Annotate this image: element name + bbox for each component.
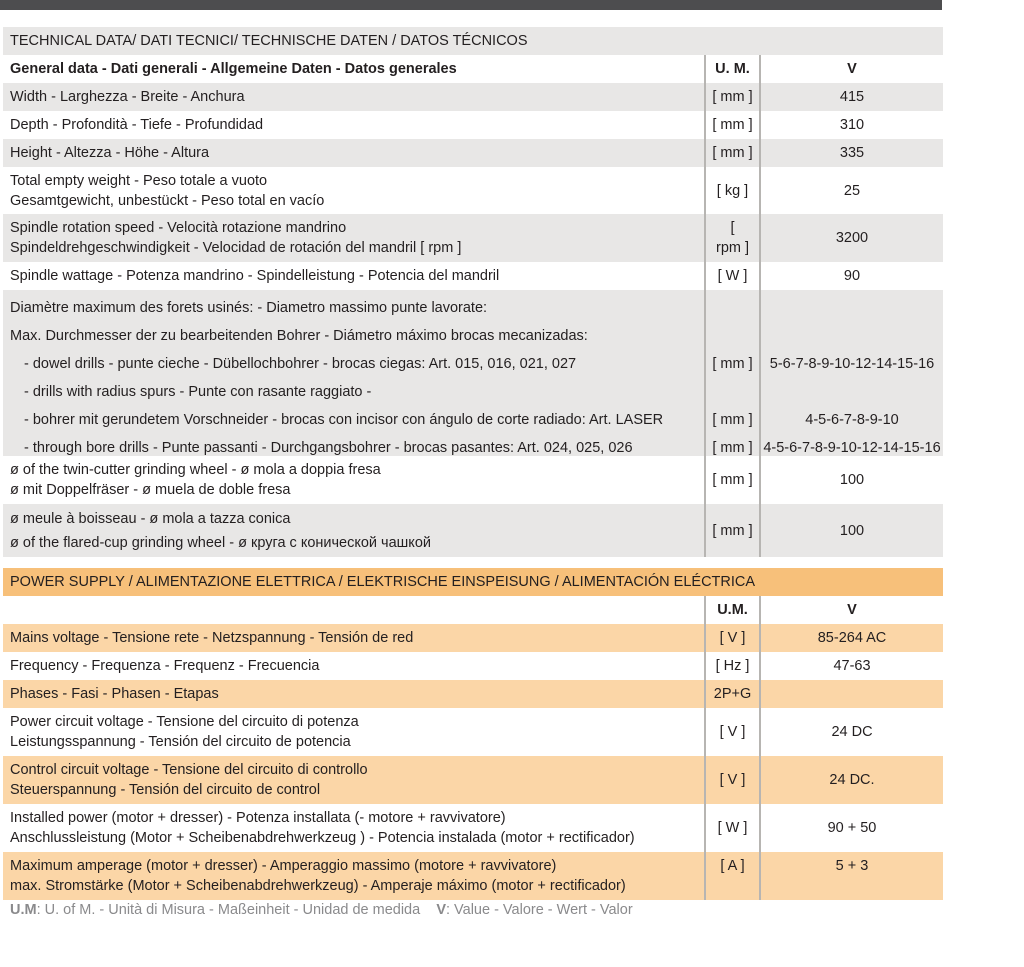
power-supply-section bbox=[3, 568, 943, 900]
row-label-line: max. Stromstärke (Motor + Scheibenabdrehwerkzeug) - Amperaje máximo (motor + rectificador) bbox=[10, 878, 626, 894]
row-value: 415 bbox=[839, 89, 865, 105]
legend-v-text: : Value - Valore - Wert - Valor bbox=[445, 902, 633, 918]
row-label-line: ø of the twin-cutter grinding wheel - ø mola a doppia fresa bbox=[10, 462, 381, 478]
row-label-line: Control circuit voltage - Tensione del circuito di controllo bbox=[10, 762, 368, 778]
row-label: Width - Larghezza - Breite - Anchura bbox=[10, 89, 245, 105]
table-row-weight bbox=[3, 167, 943, 214]
top-bar bbox=[0, 0, 942, 10]
general-data-header-row bbox=[3, 55, 943, 83]
spec-sheet bbox=[3, 27, 943, 900]
row-label-line: Steuerspannung - Tensión del circuito de control bbox=[10, 782, 321, 798]
row-label-line: Power circuit voltage - Tensione del circuito di potenza bbox=[10, 714, 359, 730]
row-label-line: Anschlussleistung (Motor + Scheibenabdrehwerkzeug ) - Potencia instalada (motor + rectificador) bbox=[10, 830, 635, 846]
value-column-header: V bbox=[847, 602, 857, 618]
row-label: Mains voltage - Tensione rete - Netzspannung - Tensión de red bbox=[10, 630, 414, 646]
table-row-mains-voltage bbox=[3, 624, 943, 652]
drills-line: - drills with radius spurs - Punte con rasante raggiato - bbox=[24, 384, 372, 400]
row-label-line: Leistungsspannung - Tensión del circuito de potencia bbox=[10, 734, 351, 750]
row-unit: [ V ] bbox=[704, 756, 761, 804]
row-value: 25 bbox=[843, 182, 861, 199]
drills-unit: [ mm ] bbox=[712, 412, 753, 428]
row-label-line: Total empty weight - Peso totale a vuoto bbox=[10, 172, 268, 189]
row-label bbox=[3, 804, 704, 852]
row-label: Frequency - Frequenza - Frequenz - Frecuencia bbox=[10, 658, 320, 674]
table-row-control-circuit-voltage bbox=[3, 756, 943, 804]
row-label bbox=[3, 290, 704, 456]
table-row-installed-power bbox=[3, 804, 943, 852]
drills-line: - dowel drills - punte cieche - Dübellochbohrer - brocas ciegas: Art. 015, 016, 021, 027 bbox=[24, 356, 577, 372]
row-unit: [ mm ] bbox=[704, 139, 761, 167]
row-value: 310 bbox=[839, 117, 865, 133]
row-label-line: Spindeldrehgeschwindigkeit - Velocidad de rotación del mandril [ rpm ] bbox=[10, 240, 462, 256]
row-label-line: Gesamtgewicht, unbestückt - Peso total en vacío bbox=[10, 192, 325, 209]
row-value: 85-264 AC bbox=[817, 630, 887, 646]
power-supply-title: POWER SUPPLY / ALIMENTAZIONE ELETTRICA / ELEKTRISCHE EINSPEISUNG / ALIMENTACIÓN ELÉCTRICA bbox=[3, 568, 943, 596]
row-value: 24 DC bbox=[831, 724, 873, 740]
row-label bbox=[3, 456, 704, 504]
table-row-power-circuit-voltage bbox=[3, 708, 943, 756]
row-value: 90 + 50 bbox=[827, 820, 877, 836]
row-label-line: ø of the flared-cup grinding wheel - ø круга с конической чашкой bbox=[10, 534, 431, 551]
row-unit: [ mm ] bbox=[704, 111, 761, 139]
table-row-frequency bbox=[3, 652, 943, 680]
legend-um-key: U.M bbox=[10, 902, 37, 918]
row-unit: 2P+G bbox=[704, 680, 761, 708]
row-value: 47-63 bbox=[833, 658, 871, 674]
um-column-header: U. M. bbox=[704, 55, 761, 83]
drills-value: 4-5-6-7-8-9-10 bbox=[805, 412, 899, 428]
row-value: 100 bbox=[839, 522, 865, 539]
row-label bbox=[3, 708, 704, 756]
technical-data-section bbox=[3, 27, 943, 557]
row-label: Depth - Profondità - Tiefe - Profundidad bbox=[10, 117, 264, 133]
row-unit: [ mm ] bbox=[704, 456, 761, 504]
row-label-line: Installed power (motor + dresser) - Potenza installata (- motore + ravvivatore) bbox=[10, 810, 506, 826]
row-label-line: Maximum amperage (motor + dresser) - Amperaggio massimo (motore + ravvivatore) bbox=[10, 858, 557, 874]
row-unit bbox=[704, 290, 761, 456]
table-row-max-amperage bbox=[3, 852, 943, 900]
row-label: Phases - Fasi - Phasen - Etapas bbox=[10, 686, 219, 702]
legend-um-text: : U. of M. - Unità di Misura - Maßeinheit - Unidad de medida bbox=[36, 902, 421, 918]
table-row-spindle-speed bbox=[3, 214, 943, 262]
drills-unit: [ mm ] bbox=[712, 356, 753, 372]
row-label bbox=[3, 167, 704, 214]
row-value: 5 + 3 bbox=[835, 858, 869, 874]
row-unit: [ kg ] bbox=[704, 167, 761, 214]
value-column-header: V bbox=[847, 61, 857, 77]
row-unit-line: rpm ] bbox=[715, 240, 750, 256]
legend-footer bbox=[10, 902, 633, 918]
row-unit: [ mm ] bbox=[704, 83, 761, 111]
power-header-row bbox=[3, 596, 943, 624]
row-unit bbox=[704, 214, 761, 262]
drills-value: 5-6-7-8-9-10-12-14-15-16 bbox=[769, 356, 935, 372]
drills-line: - bohrer mit gerundetem Vorschneider - brocas con incisor con ángulo de corte radiado: Art. LASER bbox=[24, 412, 664, 428]
drills-line: - through bore drills - Punte passanti - Durchgangsbohrer - brocas pasantes: Art. 024, 025, 026 bbox=[24, 440, 633, 456]
table-row-depth bbox=[3, 111, 943, 139]
drills-line: Diamètre maximum des forets usinés: - Diametro massimo punte lavorate: bbox=[10, 300, 488, 316]
drills-value: 4-5-6-7-8-9-10-12-14-15-16 bbox=[763, 440, 941, 456]
row-label-line: Spindle rotation speed - Velocità rotazione mandrino bbox=[10, 220, 347, 236]
row-value: 90 bbox=[843, 268, 861, 284]
table-row-flared-cup-wheel bbox=[3, 504, 943, 557]
drills-line: Max. Durchmesser der zu bearbeitenden Bohrer - Diámetro máximo brocas mecanizadas: bbox=[10, 328, 588, 344]
row-label bbox=[3, 756, 704, 804]
table-row-height bbox=[3, 139, 943, 167]
row-label bbox=[3, 214, 704, 262]
um-column-header: U.M. bbox=[704, 596, 761, 624]
table-row-twin-cutter-wheel bbox=[3, 456, 943, 504]
row-label-line: ø mit Doppelfräser - ø muela de doble fresa bbox=[10, 482, 291, 498]
row-value: 335 bbox=[839, 145, 865, 161]
row-value bbox=[761, 290, 943, 456]
power-header-label bbox=[3, 596, 704, 624]
table-row-width bbox=[3, 83, 943, 111]
table-row-spindle-wattage bbox=[3, 262, 943, 290]
row-unit: [ A ] bbox=[704, 852, 761, 900]
row-unit: [ V ] bbox=[704, 708, 761, 756]
table-row-drill-diameters bbox=[3, 290, 943, 456]
technical-data-title: TECHNICAL DATA/ DATI TECNICI/ TECHNISCHE DATEN / DATOS TÉCNICOS bbox=[3, 27, 943, 55]
row-value: 100 bbox=[839, 472, 865, 488]
row-unit: [ V ] bbox=[704, 624, 761, 652]
row-unit-line: [ bbox=[730, 220, 735, 236]
row-value: 24 DC. bbox=[829, 772, 875, 788]
legend-v-key: V bbox=[436, 902, 446, 918]
row-label-line: ø meule à boisseau - ø mola a tazza conica bbox=[10, 510, 291, 527]
row-label: Spindle wattage - Potenza mandrino - Spindelleistung - Potencia del mandril bbox=[10, 268, 500, 284]
row-unit: [ W ] bbox=[704, 804, 761, 852]
row-unit: [ mm ] bbox=[704, 504, 761, 557]
drills-unit: [ mm ] bbox=[712, 440, 753, 456]
row-unit: [ Hz ] bbox=[704, 652, 761, 680]
row-label: Height - Altezza - Höhe - Altura bbox=[10, 145, 210, 161]
row-label bbox=[3, 852, 704, 900]
row-value bbox=[761, 680, 943, 708]
general-data-label: General data - Dati generali - Allgemeine Daten - Datos generales bbox=[10, 61, 457, 77]
table-row-phases bbox=[3, 680, 943, 708]
row-value: 3200 bbox=[835, 230, 869, 246]
row-unit: [ W ] bbox=[704, 262, 761, 290]
row-label bbox=[3, 504, 704, 557]
